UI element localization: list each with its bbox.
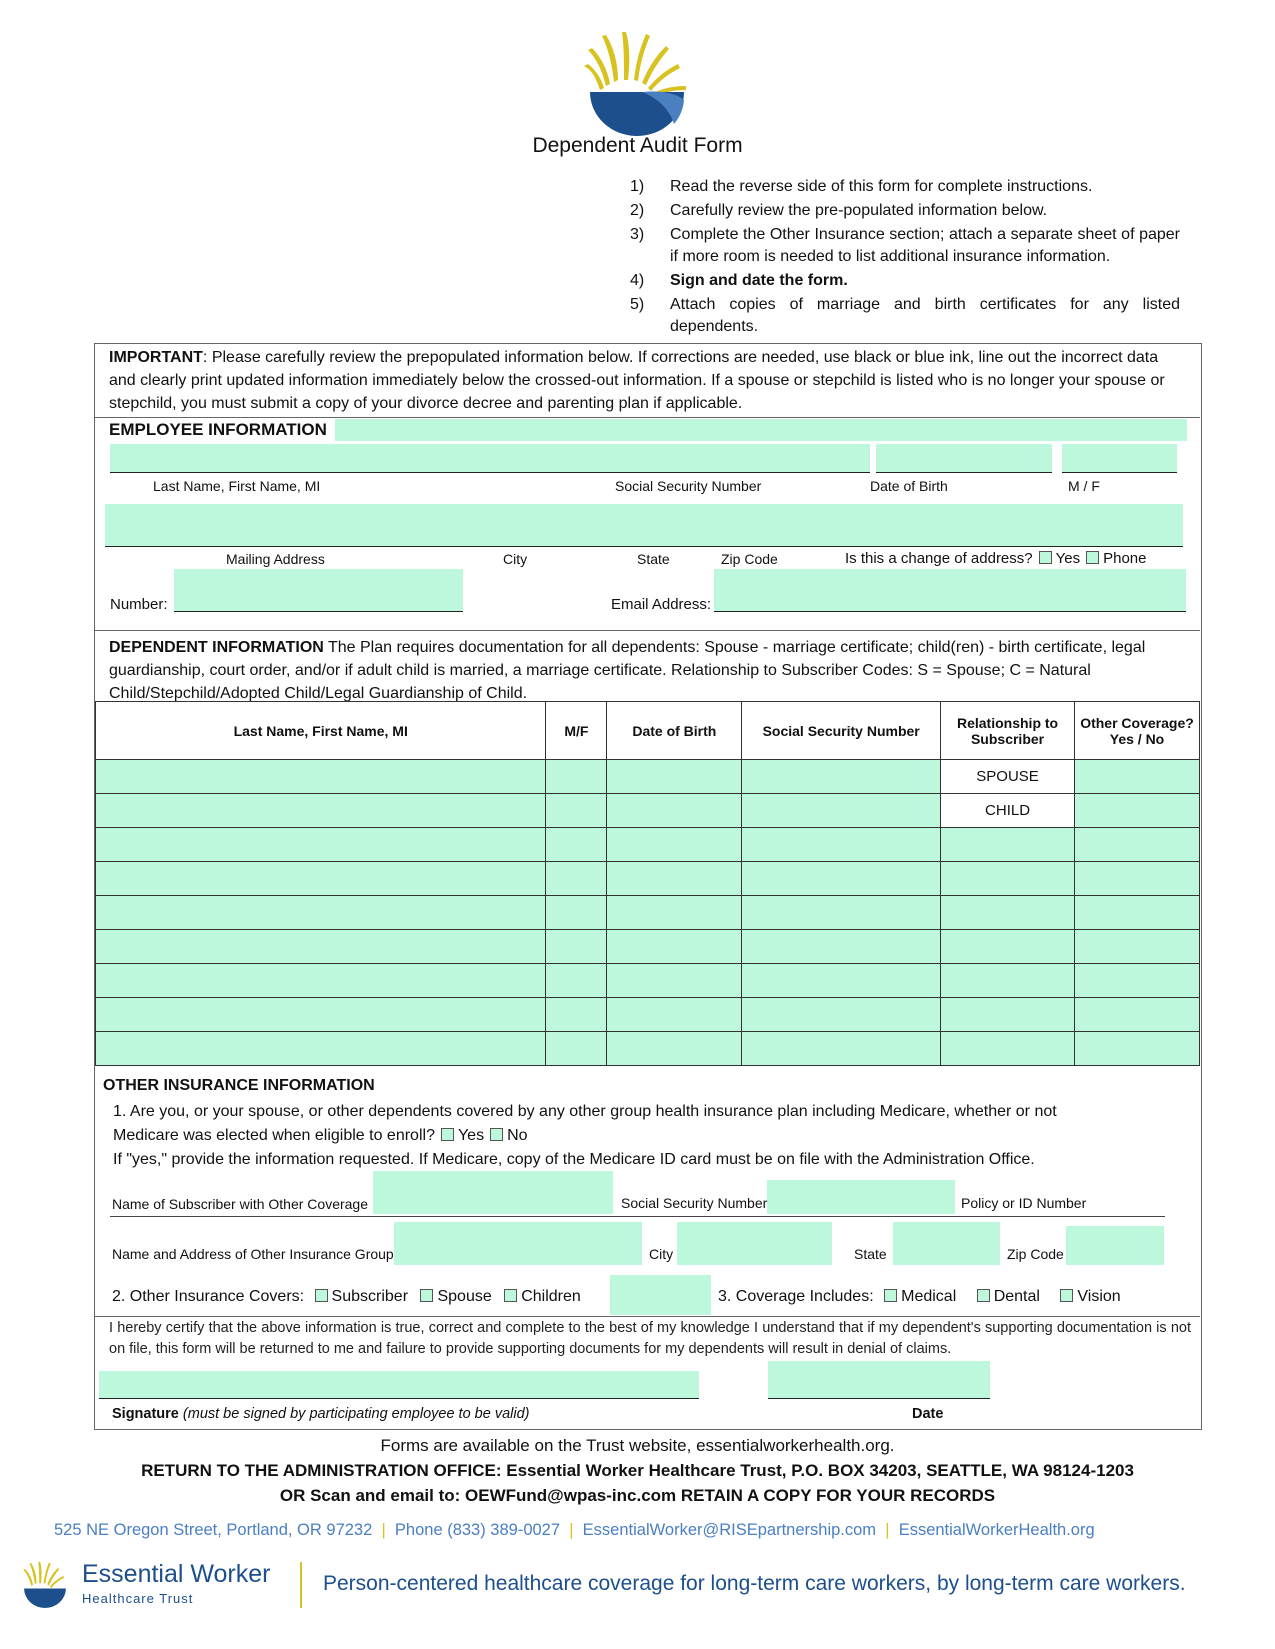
covers-children-label: Children: [521, 1288, 581, 1305]
contact-item: 525 NE Oregon Street, Portland, OR 97232: [54, 1521, 373, 1539]
table-row: [96, 896, 1200, 930]
dependent-input-cell[interactable]: [941, 998, 1075, 1032]
instruction-text: Attach copies of marriage and birth certificates for any listed dependents.: [670, 296, 1180, 335]
dependent-heading: DEPENDENT INFORMATION: [109, 639, 324, 656]
covers-row: [112, 1288, 581, 1306]
form-title: Dependent Audit Form: [532, 134, 743, 157]
relationship-cell: CHILD: [941, 794, 1075, 828]
instruction-item: [630, 294, 1180, 338]
dependent-input-cell[interactable]: [941, 930, 1075, 964]
return-address-line: RETURN TO THE ADMINISTRATION OFFICE: Essential Worker Healthcare Trust, P.O. BOX 34203, SEATTLE, WA 98124-1203: [141, 1461, 1134, 1480]
dependent-input-cell[interactable]: [1075, 862, 1200, 896]
divider: [94, 630, 1200, 631]
question-1b: Medicare was elected when eligible to enroll?: [113, 1127, 435, 1144]
important-notice: [109, 346, 1185, 415]
label-employee-sex: M / F: [1068, 478, 1100, 494]
other-coverage-no-checkbox[interactable]: [490, 1128, 503, 1141]
contact-bar: [54, 1521, 1224, 1540]
dependent-input-cell[interactable]: [96, 930, 546, 964]
dependent-input-cell[interactable]: [96, 896, 546, 930]
instruction-number: 1): [630, 178, 645, 195]
instruction-number: 4): [630, 272, 645, 289]
dependent-input-cell[interactable]: [607, 998, 742, 1032]
change-no-checkbox[interactable]: [1086, 551, 1099, 564]
dependent-input-cell[interactable]: [1075, 760, 1200, 794]
dependent-input-cell[interactable]: [546, 1032, 607, 1066]
trust-logo-icon: [582, 28, 692, 136]
table-row: [96, 794, 1200, 828]
group-city-field[interactable]: [677, 1222, 832, 1265]
dependent-column-header: M/F: [546, 702, 607, 760]
dependent-input-cell[interactable]: [941, 862, 1075, 896]
dependent-input-cell[interactable]: [96, 1032, 546, 1066]
table-row: [96, 862, 1200, 896]
dependent-input-cell[interactable]: [742, 862, 941, 896]
change-of-address-question: Is this a change of address?: [845, 550, 1033, 567]
covers-children-checkbox[interactable]: [504, 1289, 517, 1302]
signature-field[interactable]: [99, 1371, 699, 1399]
dependent-input-cell[interactable]: [96, 794, 546, 828]
other-coverage-yes-checkbox[interactable]: [441, 1128, 454, 1141]
dependent-input-cell[interactable]: [1075, 998, 1200, 1032]
dependent-input-cell[interactable]: [1075, 828, 1200, 862]
dependent-input-cell[interactable]: [941, 896, 1075, 930]
divider: [94, 1316, 1200, 1317]
dependent-input-cell[interactable]: [1075, 1032, 1200, 1066]
dependent-input-cell[interactable]: [941, 964, 1075, 998]
date-label: Date: [912, 1406, 944, 1422]
scan-email-line: OR Scan and email to: OEWFund@wpas-inc.com RETAIN A COPY FOR YOUR RECORDS: [279, 1486, 996, 1505]
dependent-column-header: Last Name, First Name, MI: [96, 702, 546, 760]
dependent-input-cell[interactable]: [96, 760, 546, 794]
contact-item[interactable]: EssentialWorkerHealth.org: [898, 1521, 1095, 1539]
divider: [94, 417, 1200, 418]
table-row: [96, 828, 1200, 862]
dependent-input-cell[interactable]: [546, 828, 607, 862]
question-1c: If "yes," provide the information requested. If Medicare, copy of the Medicare ID card must be on file with the Administration Office.: [113, 1151, 1035, 1168]
employee-address-field[interactable]: [105, 504, 1183, 547]
dependent-input-cell[interactable]: [546, 930, 607, 964]
change-yes-label: Yes: [1055, 550, 1081, 567]
other-insurance-heading: OTHER INSURANCE INFORMATION: [103, 1077, 375, 1094]
contact-separator: |: [372, 1521, 395, 1539]
brand-tagline: Person-centered healthcare coverage for long-term care workers, by long-term care workers.: [323, 1572, 1186, 1595]
dependent-input-cell[interactable]: [546, 998, 607, 1032]
includes-dental-label: Dental: [993, 1288, 1040, 1305]
covers-spouse-checkbox[interactable]: [420, 1289, 433, 1302]
change-of-address: [845, 550, 1146, 567]
includes-label: 3. Coverage Includes:: [718, 1288, 874, 1305]
signature-label: Signature: [112, 1406, 179, 1422]
date-field[interactable]: [768, 1361, 990, 1399]
signature-caption: [112, 1406, 529, 1422]
includes-vision-label: Vision: [1077, 1288, 1121, 1305]
dependent-input-cell[interactable]: [96, 998, 546, 1032]
employee-heading: EMPLOYEE INFORMATION: [109, 420, 327, 439]
label-state: State: [637, 551, 670, 567]
phone-number-label: Number:: [110, 596, 168, 613]
label-group-state: State: [854, 1246, 887, 1262]
covers-extra-field[interactable]: [610, 1275, 711, 1315]
dependent-input-cell[interactable]: [546, 896, 607, 930]
question-1a: 1. Are you, or your spouse, or other dependents covered by any other group health insurance plan including Medicare, whether or not: [113, 1103, 1057, 1120]
dependent-input-cell[interactable]: [96, 828, 546, 862]
contact-item[interactable]: EssentialWorker@RISEpartnership.com: [582, 1521, 877, 1539]
covers-label: 2. Other Insurance Covers:: [112, 1288, 305, 1305]
contact-separator: |: [560, 1521, 583, 1539]
dependent-input-cell[interactable]: [607, 760, 742, 794]
label-group-name: Name and Address of Other Insurance Group: [112, 1246, 394, 1262]
contact-separator: |: [876, 1521, 899, 1539]
brand-name: Essential Worker: [82, 1560, 271, 1588]
covers-spouse-label: Spouse: [437, 1288, 492, 1305]
includes-vision-checkbox[interactable]: [1060, 1289, 1073, 1302]
dependent-input-cell[interactable]: [941, 1032, 1075, 1066]
dependent-text: The Plan requires documentation for all dependents: Spouse - marriage certificate; child(ren) - birth certificate, legal guardianship, court order, and/or if adult child is married, a marriage certificate. Relationship to Subscriber Codes: S = Spouse; C = Natural Child/Stepchild/Adopted Child/Legal Guardianship of Child.: [109, 639, 1146, 702]
dependent-input-cell[interactable]: [742, 760, 941, 794]
includes-dental-checkbox[interactable]: [977, 1289, 990, 1302]
dependent-input-cell[interactable]: [546, 794, 607, 828]
contact-item: Phone (833) 389-0027: [394, 1521, 561, 1539]
relationship-cell: SPOUSE: [941, 760, 1075, 794]
important-text: : Please carefully review the prepopulated information below. If corrections are needed, use black or blue ink, line out the incorrect data and clearly print updated information immediately below the crossed-out information. If a spouse or stepchild is listed who is no longer your spouse or stepchild, you must submit a copy of your divorce decree and parenting plan if applicable.: [109, 349, 1165, 412]
dependent-notice: [109, 636, 1189, 705]
dependent-table-header: [96, 702, 1200, 760]
footer-logo-icon: [20, 1560, 70, 1608]
instruction-number: 2): [630, 202, 645, 219]
brand-divider: [300, 1562, 302, 1608]
employee-heading-fill: [335, 419, 1187, 441]
instruction-item: [630, 200, 1180, 222]
dependent-input-cell[interactable]: [1075, 964, 1200, 998]
instruction-item: [630, 176, 1180, 198]
includes-medical-label: Medical: [901, 1288, 957, 1305]
dependent-input-cell[interactable]: [546, 964, 607, 998]
dependent-column-header: Other Coverage? Yes / No: [1075, 702, 1200, 760]
dependent-table: [95, 701, 1200, 1066]
other-coverage-yes-label: Yes: [457, 1127, 485, 1144]
email-label: Email Address:: [611, 596, 712, 613]
dependent-input-cell[interactable]: [1075, 896, 1200, 930]
group-name-field[interactable]: [394, 1222, 642, 1265]
table-row: [96, 1032, 1200, 1066]
dependent-input-cell[interactable]: [607, 964, 742, 998]
label-other-ssn: Social Security Number: [621, 1195, 768, 1211]
other-insurance-question: [113, 1100, 1193, 1172]
dependent-input-cell[interactable]: [546, 862, 607, 896]
dependent-input-cell[interactable]: [607, 896, 742, 930]
dependent-input-cell[interactable]: [742, 828, 941, 862]
instruction-text: Sign and date the form.: [670, 272, 848, 289]
dependent-input-cell[interactable]: [607, 794, 742, 828]
dependent-input-cell[interactable]: [742, 998, 941, 1032]
table-row: [96, 760, 1200, 794]
instruction-text: Read the reverse side of this form for complete instructions.: [670, 178, 1093, 195]
dependent-input-cell[interactable]: [742, 930, 941, 964]
group-state-field[interactable]: [893, 1222, 1000, 1265]
brand-subtitle: Healthcare Trust: [82, 1591, 194, 1606]
label-employee-dob: Date of Birth: [870, 478, 948, 494]
dependent-input-cell[interactable]: [742, 896, 941, 930]
dependent-input-cell[interactable]: [607, 1032, 742, 1066]
label-group-city: City: [649, 1246, 674, 1262]
label-employee-name: Last Name, First Name, MI: [153, 478, 321, 494]
dependent-input-cell[interactable]: [941, 828, 1075, 862]
instruction-number: 3): [630, 226, 645, 243]
dependent-input-cell[interactable]: [96, 964, 546, 998]
phone-label: Phone: [1103, 550, 1147, 567]
label-mailing-address: Mailing Address: [226, 551, 325, 567]
dependent-input-cell[interactable]: [546, 760, 607, 794]
dependent-input-cell[interactable]: [607, 828, 742, 862]
dependent-input-cell[interactable]: [607, 862, 742, 896]
instruction-text: Complete the Other Insurance section; attach a separate sheet of paper if more room is needed to list additional insurance information.: [670, 226, 1180, 265]
label-employee-ssn: Social Security Number: [615, 478, 762, 494]
group-zip-field[interactable]: [1066, 1226, 1164, 1265]
table-row: [96, 964, 1200, 998]
employee-name-ssn-field[interactable]: [110, 444, 870, 473]
certification-text: I hereby certify that the above information is true, correct and complete to the best of my knowledge I understand that if my dependent's supporting documentation is not on file, this form will be returned to me and failure to provide supporting documents for my dependents will result in denial of claims.: [109, 1320, 1191, 1357]
table-row: [96, 998, 1200, 1032]
label-group-zip: Zip Code: [1007, 1246, 1064, 1262]
includes-medical-checkbox[interactable]: [884, 1289, 897, 1302]
important-label: IMPORTANT: [109, 349, 203, 366]
instruction-text: Carefully review the pre-populated information below.: [670, 202, 1048, 219]
dependent-input-cell[interactable]: [1075, 930, 1200, 964]
covers-subscriber-checkbox[interactable]: [315, 1289, 328, 1302]
table-row: [96, 930, 1200, 964]
dependent-input-cell[interactable]: [607, 930, 742, 964]
dependent-column-header: Date of Birth: [607, 702, 742, 760]
dependent-column-header: Social Security Number: [742, 702, 941, 760]
employee-sex-field[interactable]: [1062, 444, 1177, 473]
change-yes-checkbox[interactable]: [1039, 551, 1052, 564]
employee-dob-field[interactable]: [876, 444, 1052, 473]
email-field[interactable]: [714, 569, 1186, 612]
dependent-input-cell[interactable]: [742, 794, 941, 828]
other-ssn-field[interactable]: [767, 1180, 955, 1214]
dependent-input-cell[interactable]: [96, 862, 546, 896]
instruction-item: [630, 270, 1180, 292]
includes-row: [718, 1288, 1121, 1306]
dependent-input-cell[interactable]: [1075, 794, 1200, 828]
instruction-item: [630, 224, 1180, 268]
forms-available-line: Forms are available on the Trust website, essentialworkerhealth.org.: [380, 1436, 895, 1455]
dependent-column-header: Relationship to Subscriber: [941, 702, 1075, 760]
question-1b-row: [113, 1124, 1193, 1148]
subscriber-name-field[interactable]: [373, 1171, 613, 1214]
dependent-input-cell[interactable]: [742, 1032, 941, 1066]
dependent-input-cell[interactable]: [742, 964, 941, 998]
label-zip: Zip Code: [721, 551, 778, 567]
signature-note: (must be signed by participating employee to be valid): [182, 1406, 530, 1422]
instructions-list: [630, 176, 1180, 340]
covers-subscriber-label: Subscriber: [331, 1288, 409, 1305]
instruction-number: 5): [630, 296, 645, 313]
label-subscriber-name: Name of Subscriber with Other Coverage: [112, 1196, 368, 1212]
label-city: City: [503, 551, 528, 567]
phone-number-field[interactable]: [174, 569, 463, 612]
label-policy-number: Policy or ID Number: [961, 1195, 1087, 1211]
row-line: [110, 1216, 1165, 1217]
other-coverage-no-label: No: [507, 1127, 528, 1144]
